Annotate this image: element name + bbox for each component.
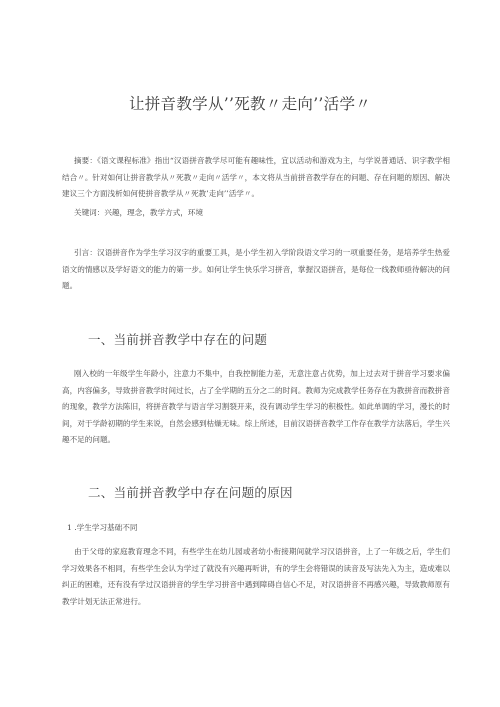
section-1-heading: 一、当前拼音教学中存在的问题 — [88, 332, 268, 347]
intro-paragraph: 引言：汉语拼音作为学生学习汉字的重要工具，是小学生初入学阶段语文学习的一项重要任务，是培养学生热爱语文的情感以及学好语文的能力的第一步。如何让学生快乐学习拼音，掌握汉语拼音，是每位一线教师亟待解决的问题。 — [62, 248, 450, 291]
abstract-paragraph: 摘要：《语文课程标准》指出“汉语拼音教学尽可能有趣味性，宜以活动和游戏为主，与学说普通话、识字教学相结合〃。针对如何让拼音教学从〃死教〃走向〃活学〃，本文将从当前拼音教学存在的问题、存在问题的原因、解决建议三个方面浅析如何使拼音教学从〃死教’走向’’活学〃。 — [62, 156, 450, 199]
document-title: 让拼音教学从’’死教〃走向’’活学〃 — [128, 95, 372, 113]
section-1-body: 刚入校的一年级学生年龄小，注意力不集中，自我控制能力差，无意注意占优势，加上过去对于拼音学习要求偏高，内容偏多，导致拼音教学时间过长，占了全学期的五分之二的时间。教师为完成教学任务存在为教拼音而教拼音的现象，教学方法陈旧，将拼音教学与语言学习割裂开来，没有调动学生学习的积极性。如此单调的学习，漫长的时间，对于学龄初期的学生来说，自然会感到枯燥无味。综上所述，目前汉语拼音教学工作存在教学方法落后，学生兴趣不足的问题。 — [62, 369, 450, 445]
keywords-line: 关键词：兴趣，理念，教学方式，环境 — [74, 208, 204, 217]
section-2-subheading: 1 .学生学习基础不同 — [67, 523, 138, 532]
section-2-body: 由于父母的家庭教育理念不同，有些学生在幼儿园或者幼小衔接期间就学习汉语拼音，上了一年级之后，学生们学习效果各不相同，有些学生会认为学过了就没有兴趣再听讲，有的学生会将错误的读音及写法先入为主，造成难以纠正的困难，还有没有学过汉语拼音的学生学习拼音中遇到障碍自信心不足，对汉语拼音不再感兴趣，导致教师原有教学计划无法正常进行。 — [62, 547, 450, 606]
section-2-heading: 二、当前拼音教学中存在问题的原因 — [88, 485, 293, 500]
